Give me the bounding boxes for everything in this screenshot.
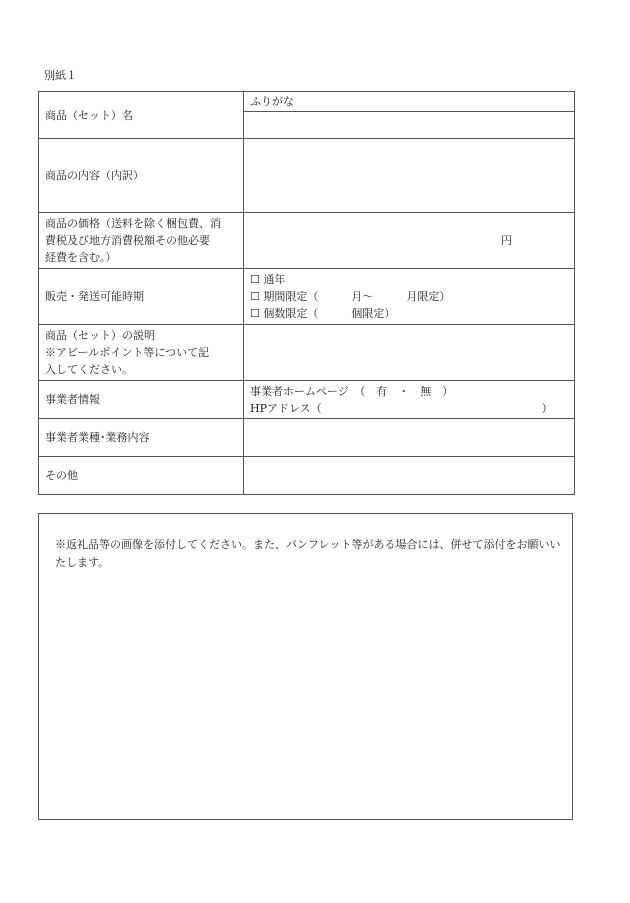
period-options bbox=[244, 269, 575, 325]
business-type-field[interactable] bbox=[244, 419, 575, 457]
description-label-line: 商品（セット）の説明 bbox=[45, 329, 155, 342]
other-label: その他 bbox=[39, 457, 244, 495]
price-label bbox=[39, 213, 244, 269]
image-note: ※返礼品等の画像を添付してください。また、パンフレット等がある場合には、併せて添付をお願いいたします。 bbox=[55, 538, 561, 569]
other-field[interactable] bbox=[244, 457, 575, 495]
option-limited-quantity[interactable]: ☐ 個数限定（ 個限定） bbox=[250, 307, 396, 320]
annex-label: 別紙１ bbox=[44, 69, 77, 82]
business-info-cell bbox=[244, 381, 575, 419]
contents-label: 商品の内容（内訳） bbox=[39, 139, 244, 213]
product-form-table bbox=[38, 91, 575, 495]
description-field[interactable] bbox=[244, 325, 575, 381]
period-label: 販売・発送可能時期 bbox=[39, 269, 244, 325]
product-name-cell bbox=[244, 92, 575, 139]
homepage-line[interactable]: 事業者ホームページ （ 有 ・ 無 ） bbox=[250, 384, 454, 398]
image-attachment-box[interactable] bbox=[38, 513, 573, 820]
yen-unit: 円 bbox=[501, 234, 512, 247]
description-label bbox=[39, 325, 244, 381]
hp-address-line[interactable]: HPアドレス（ ） bbox=[250, 401, 553, 415]
price-label-line: 経費を含む。） bbox=[45, 251, 117, 264]
contents-field[interactable] bbox=[244, 139, 575, 213]
description-label-line: ※アピールポイント等について記 bbox=[45, 346, 210, 359]
furigana-label: ふりがな bbox=[244, 92, 574, 112]
price-label-line: 費税及び地方消費税額その他必要 bbox=[45, 234, 210, 247]
product-name-field[interactable] bbox=[244, 112, 574, 138]
price-field[interactable] bbox=[244, 213, 575, 269]
business-type-label: 事業者業種･業務内容 bbox=[39, 419, 244, 457]
option-year-round[interactable]: ☐ 通年 bbox=[250, 273, 286, 286]
option-limited-period[interactable]: ☐ 期間限定（ 月～ 月限定） bbox=[250, 290, 451, 303]
business-info-label: 事業者情報 bbox=[39, 381, 244, 419]
product-name-label: 商品（セット）名 bbox=[39, 92, 244, 139]
description-label-line: 入してください。 bbox=[45, 363, 133, 376]
price-label-line: 商品の価格（送料を除く梱包費、消 bbox=[45, 217, 221, 230]
